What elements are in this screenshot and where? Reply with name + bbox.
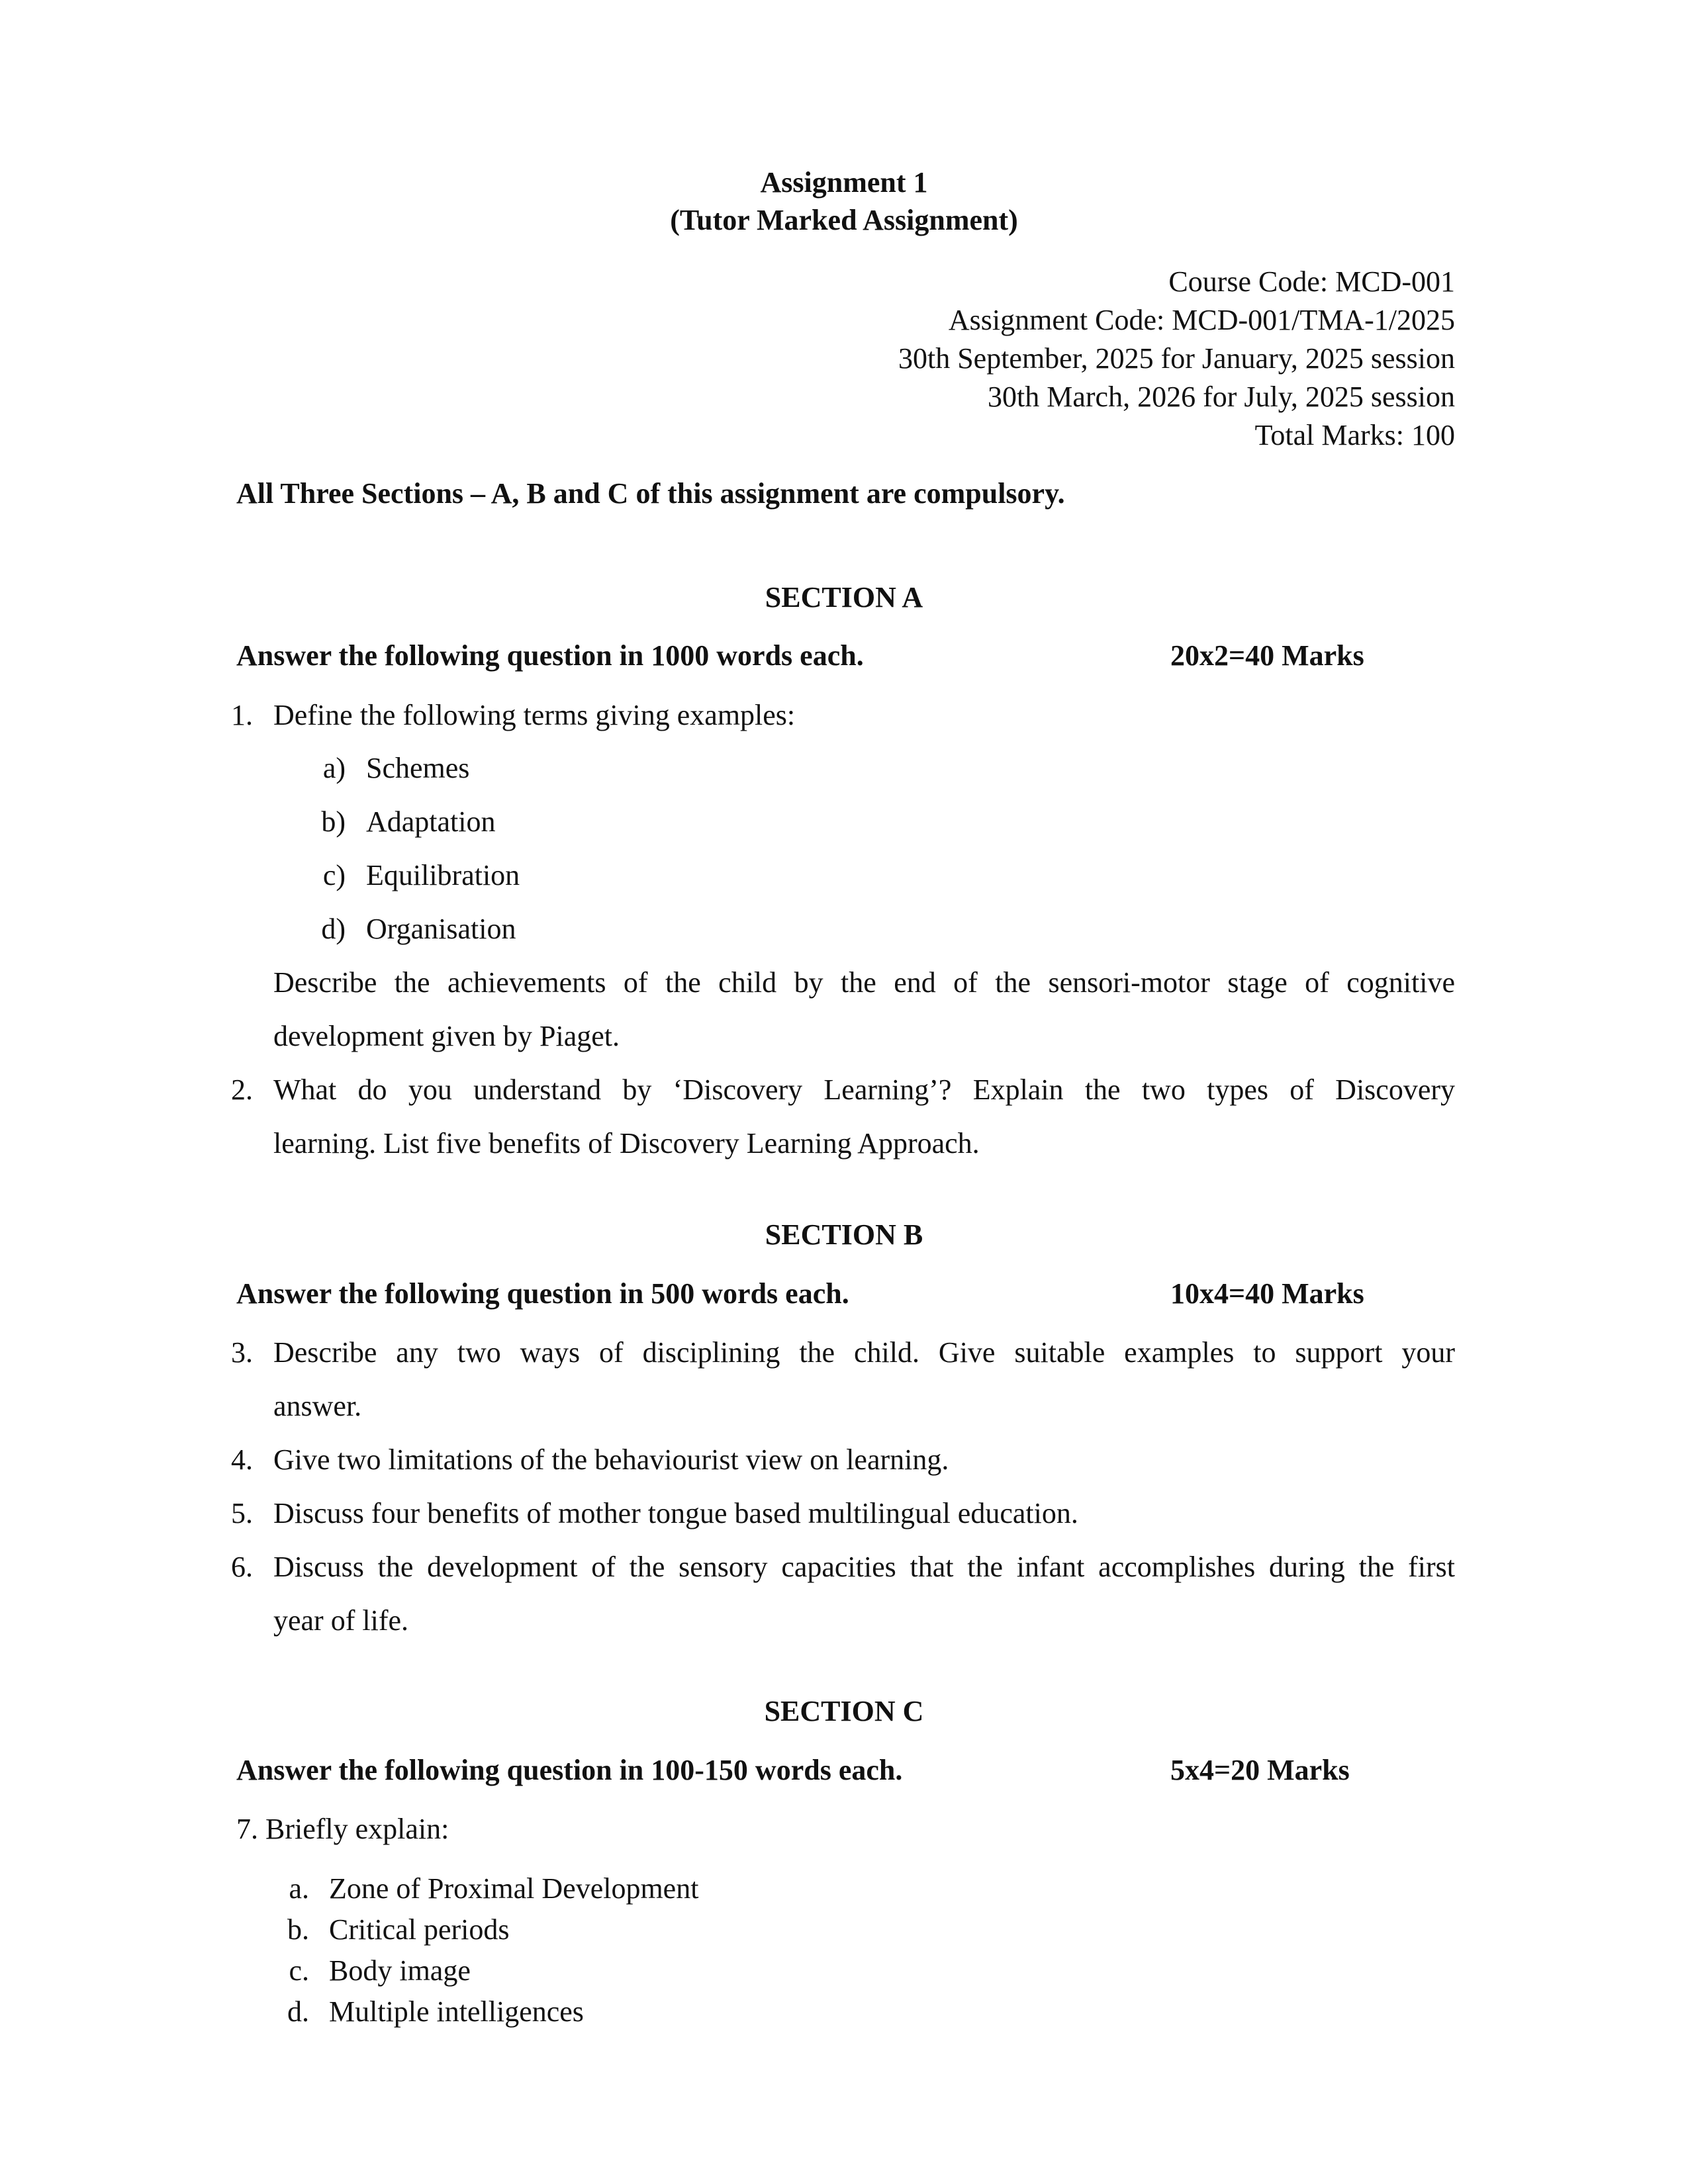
question-7-text: 7. Briefly explain:	[236, 1813, 449, 1845]
q1-item-b-letter: b)	[321, 805, 346, 838]
question-4-number: 4.	[231, 1443, 253, 1476]
q1-item-b-text: Adaptation	[366, 805, 496, 838]
question-6-line2: year of life.	[273, 1604, 408, 1637]
course-code: Course Code: MCD-001	[1168, 265, 1455, 298]
q7-item-c-text: Body image	[329, 1954, 471, 1987]
question-2-line2: learning. List five benefits of Discovery Learning Approach.	[273, 1127, 980, 1160]
q1-item-c-text: Equilibration	[366, 859, 520, 891]
q7-item-c-letter: c.	[289, 1954, 309, 1987]
question-1-followup-line1: Describe the achievements of the child by the end of the sensori-motor stage of cognitive	[273, 966, 1455, 999]
section-a-instruction: Answer the following question in 1000 words each.	[236, 639, 864, 672]
section-c-marks: 5x4=20 Marks	[1170, 1754, 1350, 1786]
question-1-followup-line2: development given by Piaget.	[273, 1020, 620, 1052]
question-1-text: Define the following terms giving examples:	[273, 699, 796, 731]
section-c-heading: SECTION C	[764, 1695, 924, 1727]
question-3-number: 3.	[231, 1336, 253, 1369]
deadline-january-session: 30th September, 2025 for January, 2025 session	[898, 342, 1455, 375]
assignment-subtitle: (Tutor Marked Assignment)	[670, 204, 1018, 236]
question-3-line1: Describe any two ways of disciplining the child. Give suitable examples to support your	[273, 1336, 1455, 1369]
question-5-number: 5.	[231, 1497, 253, 1529]
section-a-marks: 20x2=40 Marks	[1170, 639, 1364, 672]
assignment-code: Assignment Code: MCD-001/TMA-1/2025	[948, 304, 1455, 336]
q7-item-b-letter: b.	[287, 1913, 309, 1946]
section-b-marks: 10x4=40 Marks	[1170, 1277, 1364, 1310]
question-3-line2: answer.	[273, 1390, 362, 1422]
q1-item-a-letter: a)	[322, 752, 346, 784]
question-1-number: 1.	[231, 699, 253, 731]
total-marks: Total Marks: 100	[1254, 419, 1455, 451]
question-6-number: 6.	[231, 1551, 253, 1583]
question-2-line1: What do you understand by ‘Discovery Learning’? Explain the two types of Discovery	[273, 1073, 1455, 1106]
q7-item-a-letter: a.	[289, 1872, 309, 1905]
deadline-july-session: 30th March, 2026 for July, 2025 session	[988, 381, 1455, 413]
section-c-instruction: Answer the following question in 100-150 words each.	[236, 1754, 903, 1786]
q1-item-d-letter: d)	[321, 913, 346, 945]
assignment-title: Assignment 1	[760, 166, 928, 199]
q7-item-b-text: Critical periods	[329, 1913, 510, 1946]
q7-item-a-text: Zone of Proximal Development	[329, 1872, 699, 1905]
q1-item-c-letter: c)	[322, 859, 346, 891]
question-4-text: Give two limitations of the behaviourist view on learning.	[273, 1443, 949, 1476]
question-6-line1: Discuss the development of the sensory capacities that the infant accomplishes during the first	[273, 1551, 1455, 1583]
question-5-text: Discuss four benefits of mother tongue based multilingual education.	[273, 1497, 1078, 1529]
q1-item-a-text: Schemes	[366, 752, 470, 784]
q1-item-d-text: Organisation	[366, 913, 516, 945]
section-b-heading: SECTION B	[765, 1218, 923, 1251]
q7-item-d-letter: d.	[287, 1995, 309, 2028]
general-instruction: All Three Sections – A, B and C of this assignment are compulsory.	[236, 477, 1065, 510]
section-a-heading: SECTION A	[765, 581, 923, 614]
q7-item-d-text: Multiple intelligences	[329, 1995, 584, 2028]
section-b-instruction: Answer the following question in 500 words each.	[236, 1277, 849, 1310]
question-2-number: 2.	[231, 1073, 253, 1106]
